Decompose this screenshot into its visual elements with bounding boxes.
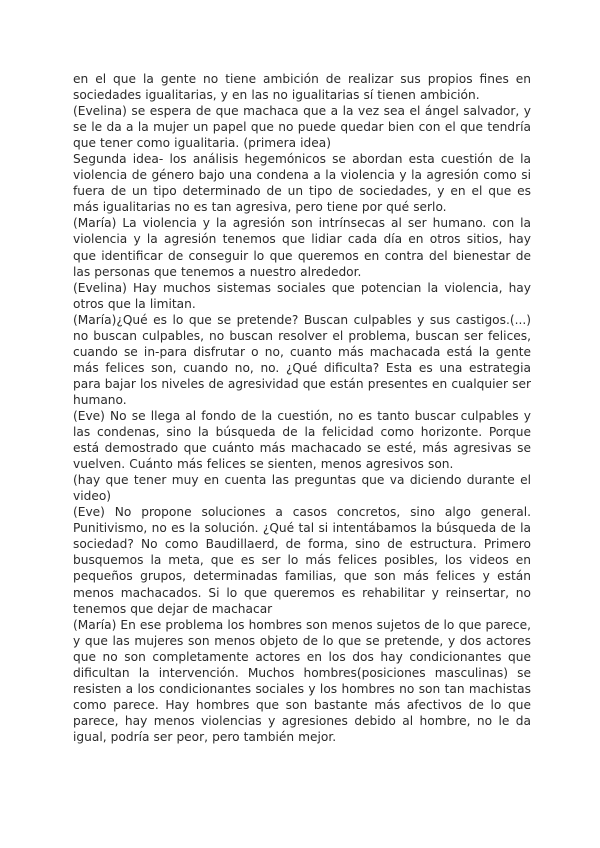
paragraph-eve-soluciones: (Eve) No propone soluciones a casos concretos, sino algo general. Punitivismo, no es la solución. ¿Qué tal si intentábamos la búsqueda de la sociedad? No como Baudillaerd, de forma, sino de estructura. Primero busquemos la meta, que es ser lo más felices posibles, los videos en pequeños grupos, determinadas familias, que son más felices y están menos machacados. Si lo que queremos es rehabilitar y reinsertar, no tenemos que dejar de machacar (73, 505, 531, 616)
paragraph-evelina-angel-salvador: (Evelina) se espera de que machaca que a la vez sea el ángel salvador, y se le da a la mujer un papel que no puede quedar bien con el que tendría que tener como igualitaria. (primera idea) (73, 104, 531, 151)
paragraph-evelina-sistemas-sociales: (Evelina) Hay muchos sistemas sociales que potencian la violencia, hay otros que la limitan. (73, 280, 531, 311)
paragraph-segunda-idea: Segunda idea- los análisis hegemónicos se abordan esta cuestión de la violencia de género bajo una condena a la violencia y la agresión como si fuera de un tipo determinado de un tipo de sociedades, y en el que es más igualitarias no es tan agresiva, pero tiene por qué serlo. (73, 152, 531, 215)
paragraph-maria-violencia-intrinseca: (María) La violencia y la agresión son intrínsecas al ser humano. con la violencia y la agresión tenemos que lidiar cada día en otros sitios, hay que identificar de conseguir lo que queremos en contra del bienestar de las personas que tenemos a nuestro alrededor. (73, 216, 531, 279)
paragraph-nota-preguntas: (hay que tener muy en cuenta las preguntas que va diciendo durante el video) (73, 473, 531, 504)
paragraph-continuation: en el que la gente no tiene ambición de realizar sus propios fines en sociedades igualitarias, y en las no igualitarias sí tienen ambición. (73, 72, 531, 103)
paragraph-maria-que-se-pretende: (María)¿Qué es lo que se pretende? Buscan culpables y sus castigos.(...) no buscan culpables, no buscan resolver el problema, buscan ser felices, cuando se in-para disfrutar o no, cuanto más machacada está la gente más felices son, cuando no, no. ¿Qué dificulta? Esta es una estrategia para bajar los niveles de agresividad que están presentes en cualquier ser humano. (73, 312, 531, 407)
paragraph-maria-hombres-sujetos: (María) En ese problema los hombres son menos sujetos de lo que parece, y que las mujeres son menos objeto de lo que se pretende, y dos actores que no son completamente actores en los dos hay condicionantes que dificultan la intervención. Muchos hombres(posiciones masculinas) se resisten a los condicionantes sociales y los hombres no son tan machistas como parece. Hay hombres que son bastante más afectivos de lo que parece, hay menos violencias y agresiones debido al hombre, no le da igual, podría ser peor, pero también mejor. (73, 617, 532, 744)
document-page (73, 71, 531, 745)
paragraph-eve-fondo-cuestion: (Eve) No se llega al fondo de la cuestión, no es tanto buscar culpables y las condenas, sino la búsqueda de la felicidad como horizonte. Porque está demostrado que cuánto más machacado se esté, más agresivas se vuelven. Cuánto más felices se sienten, menos agresivos son. (73, 408, 531, 472)
